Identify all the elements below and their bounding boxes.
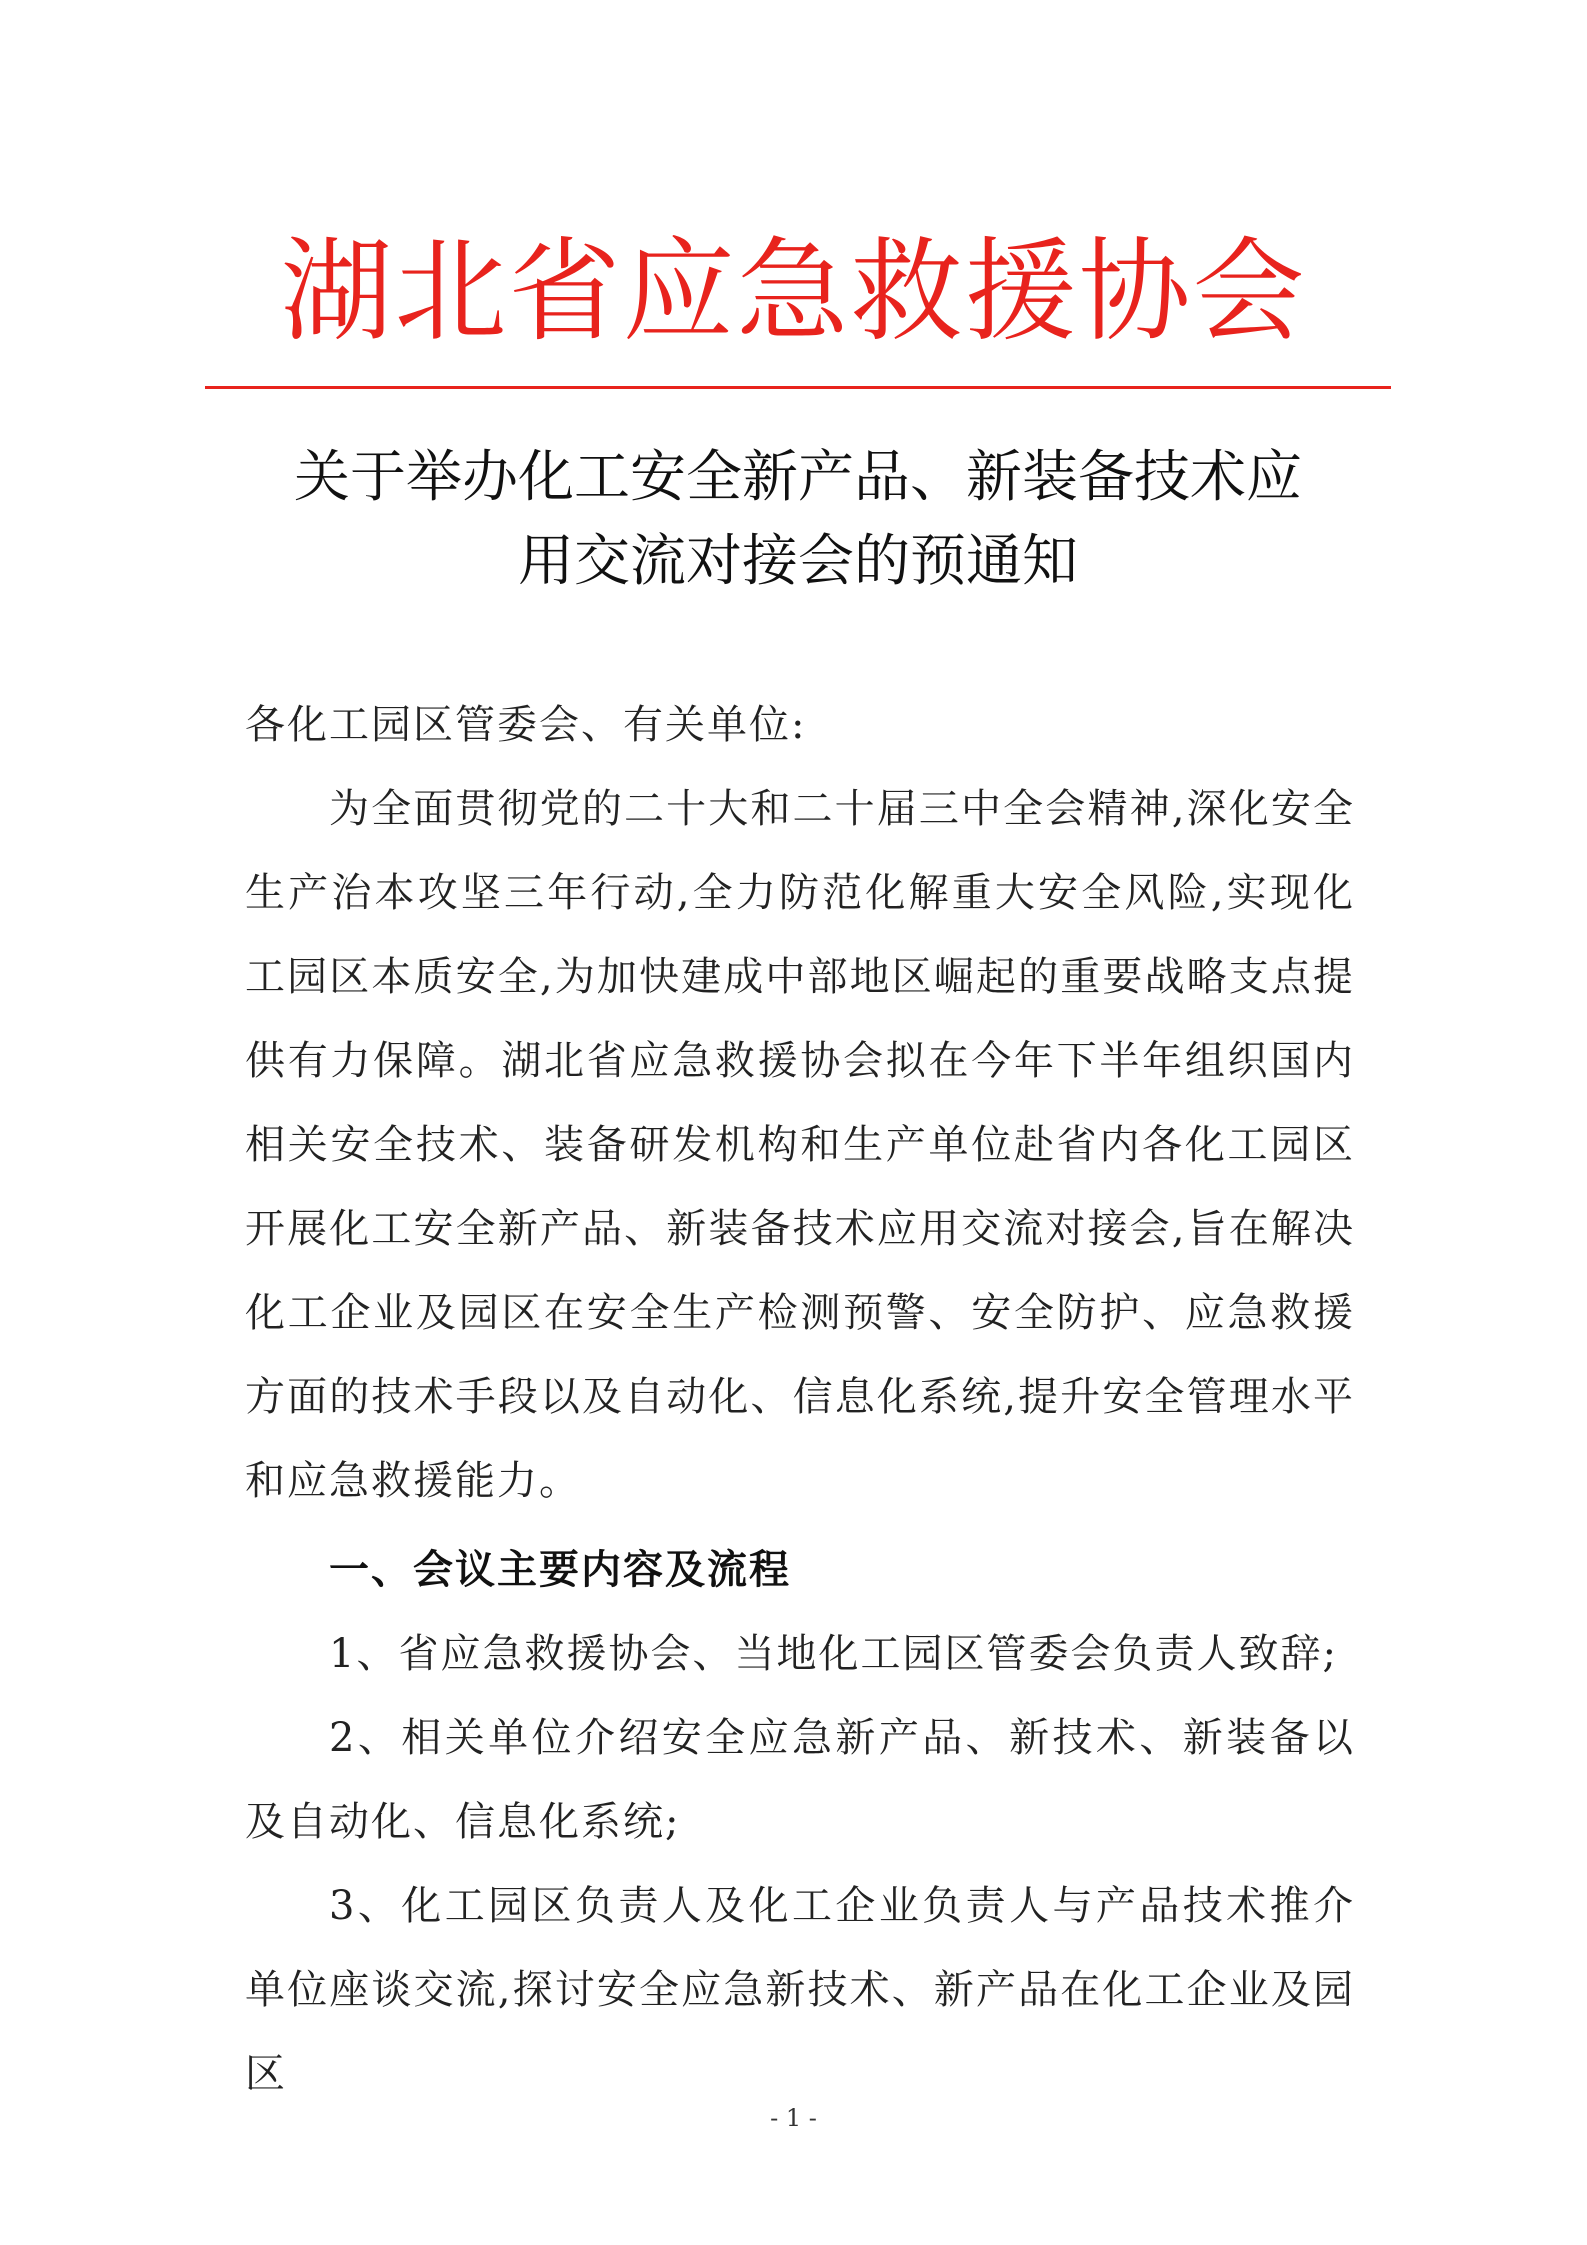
document-title-line-2: 用交流对接会的预通知 (518, 529, 1078, 594)
document-title (205, 436, 1391, 604)
intro-paragraph: 为全面贯彻党的二十大和二十届三中全会精神,深化安全生产治本攻坚三年行动,全力防范化解重大安全风险,实现化工园区本质安全,为加快建成中部地区崛起的重要战略支点提供有力保障。湖北省应急救援协会拟在今年下半年组织国内相关安全技术、装备研发机构和生产单位赴省内各化工园区开展化工安全新产品、新装备技术应用交流对接会,旨在解决化工企业及园区在安全生产检测预警、安全防护、应急救援方面的技术手段以及自动化、信息化系统,提升安全管理水平和应急救援能力。 (245, 786, 1355, 1504)
salutation: 各化工园区管委会、有关单位: (245, 702, 807, 748)
document-title-line-1: 关于举办化工安全新产品、新装备技术应 (294, 445, 1302, 510)
red-divider (205, 386, 1391, 389)
section-heading: 一、会议主要内容及流程 (329, 1547, 791, 1593)
page-number: - 1 - (770, 2104, 817, 2132)
organization-name: 湖北省应急救援协会 (280, 227, 1307, 357)
list-item: 1、省应急救援协会、当地化工园区管委会负责人致辞; (329, 1631, 1338, 1677)
list-item: 3、化工园区负责人及化工企业负责人与产品技术推介单位座谈交流,探讨安全应急新技术、新产品在化工企业及园区 (245, 1883, 1355, 2097)
list-item: 2、相关单位介绍安全应急新产品、新技术、新装备以及自动化、信息化系统; (245, 1715, 1355, 1845)
